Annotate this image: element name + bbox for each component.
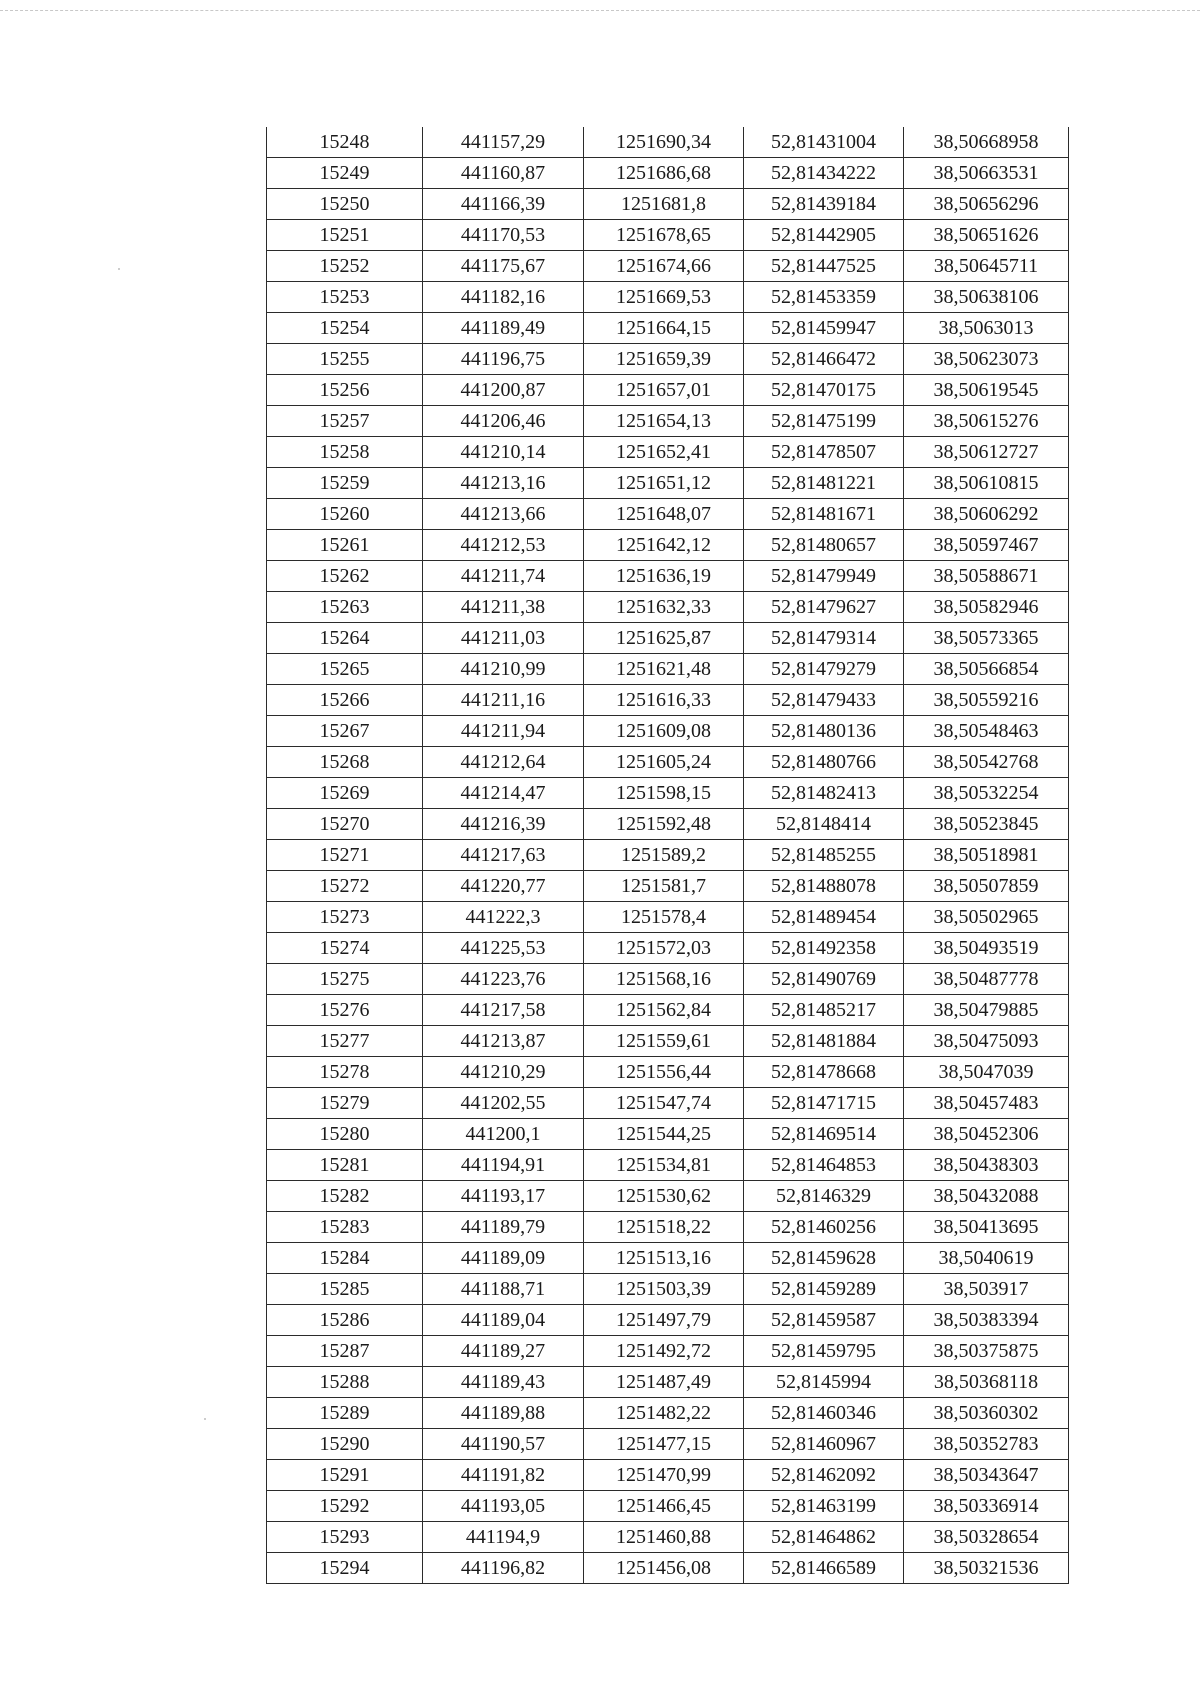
latitude-cell: 52,81481221 — [744, 468, 904, 499]
point-number-cell: 15271 — [267, 840, 423, 871]
longitude-cell: 38,50573365 — [904, 623, 1069, 654]
y-coordinate-cell: 1251690,34 — [584, 127, 744, 158]
longitude-cell: 38,50668958 — [904, 127, 1069, 158]
latitude-cell: 52,81479314 — [744, 623, 904, 654]
point-number-cell: 15276 — [267, 995, 423, 1026]
point-number-cell: 15258 — [267, 437, 423, 468]
point-number-cell: 15263 — [267, 592, 423, 623]
point-number-cell: 15260 — [267, 499, 423, 530]
point-number-cell: 15274 — [267, 933, 423, 964]
latitude-cell: 52,81479433 — [744, 685, 904, 716]
point-number-cell: 15256 — [267, 375, 423, 406]
x-coordinate-cell: 441189,49 — [423, 313, 584, 344]
longitude-cell: 38,50597467 — [904, 530, 1069, 561]
point-number-cell: 15251 — [267, 220, 423, 251]
table-row — [267, 158, 1069, 189]
point-number-cell: 15279 — [267, 1088, 423, 1119]
latitude-cell: 52,81479279 — [744, 654, 904, 685]
x-coordinate-cell: 441170,53 — [423, 220, 584, 251]
y-coordinate-cell: 1251657,01 — [584, 375, 744, 406]
latitude-cell: 52,81459628 — [744, 1243, 904, 1274]
point-number-cell: 15253 — [267, 282, 423, 313]
y-coordinate-cell: 1251482,22 — [584, 1398, 744, 1429]
latitude-cell: 52,81460967 — [744, 1429, 904, 1460]
longitude-cell: 38,50328654 — [904, 1522, 1069, 1553]
x-coordinate-cell: 441188,71 — [423, 1274, 584, 1305]
longitude-cell: 38,50523845 — [904, 809, 1069, 840]
table-row — [267, 1429, 1069, 1460]
longitude-cell: 38,50479885 — [904, 995, 1069, 1026]
latitude-cell: 52,81464853 — [744, 1150, 904, 1181]
longitude-cell: 38,50352783 — [904, 1429, 1069, 1460]
x-coordinate-cell: 441217,58 — [423, 995, 584, 1026]
x-coordinate-cell: 441216,39 — [423, 809, 584, 840]
latitude-cell: 52,81459289 — [744, 1274, 904, 1305]
table-row — [267, 623, 1069, 654]
x-coordinate-cell: 441189,09 — [423, 1243, 584, 1274]
latitude-cell: 52,81431004 — [744, 127, 904, 158]
scan-speck — [204, 1418, 206, 1420]
x-coordinate-cell: 441210,99 — [423, 654, 584, 685]
latitude-cell: 52,81480766 — [744, 747, 904, 778]
y-coordinate-cell: 1251530,62 — [584, 1181, 744, 1212]
table-row — [267, 313, 1069, 344]
longitude-cell: 38,50615276 — [904, 406, 1069, 437]
y-coordinate-cell: 1251681,8 — [584, 189, 744, 220]
y-coordinate-cell: 1251674,66 — [584, 251, 744, 282]
longitude-cell: 38,50475093 — [904, 1026, 1069, 1057]
y-coordinate-cell: 1251616,33 — [584, 685, 744, 716]
table-row — [267, 902, 1069, 933]
table-row — [267, 778, 1069, 809]
point-number-cell: 15287 — [267, 1336, 423, 1367]
table-row — [267, 375, 1069, 406]
longitude-cell: 38,50413695 — [904, 1212, 1069, 1243]
latitude-cell: 52,81470175 — [744, 375, 904, 406]
longitude-cell: 38,50606292 — [904, 499, 1069, 530]
point-number-cell: 15266 — [267, 685, 423, 716]
latitude-cell: 52,81481884 — [744, 1026, 904, 1057]
longitude-cell: 38,50336914 — [904, 1491, 1069, 1522]
latitude-cell: 52,81479627 — [744, 592, 904, 623]
y-coordinate-cell: 1251609,08 — [584, 716, 744, 747]
y-coordinate-cell: 1251456,08 — [584, 1553, 744, 1584]
latitude-cell: 52,81490769 — [744, 964, 904, 995]
y-coordinate-cell: 1251534,81 — [584, 1150, 744, 1181]
point-number-cell: 15267 — [267, 716, 423, 747]
longitude-cell: 38,50502965 — [904, 902, 1069, 933]
latitude-cell: 52,81466472 — [744, 344, 904, 375]
longitude-cell: 38,50542768 — [904, 747, 1069, 778]
latitude-cell: 52,81485217 — [744, 995, 904, 1026]
point-number-cell: 15249 — [267, 158, 423, 189]
y-coordinate-cell: 1251621,48 — [584, 654, 744, 685]
x-coordinate-cell: 441189,43 — [423, 1367, 584, 1398]
y-coordinate-cell: 1251487,49 — [584, 1367, 744, 1398]
table-row — [267, 251, 1069, 282]
x-coordinate-cell: 441214,47 — [423, 778, 584, 809]
latitude-cell: 52,81434222 — [744, 158, 904, 189]
y-coordinate-cell: 1251568,16 — [584, 964, 744, 995]
y-coordinate-cell: 1251669,53 — [584, 282, 744, 313]
latitude-cell: 52,81478507 — [744, 437, 904, 468]
latitude-cell: 52,81459947 — [744, 313, 904, 344]
y-coordinate-cell: 1251559,61 — [584, 1026, 744, 1057]
latitude-cell: 52,81460346 — [744, 1398, 904, 1429]
longitude-cell: 38,50375875 — [904, 1336, 1069, 1367]
x-coordinate-cell: 441212,53 — [423, 530, 584, 561]
x-coordinate-cell: 441211,03 — [423, 623, 584, 654]
latitude-cell: 52,81488078 — [744, 871, 904, 902]
point-number-cell: 15257 — [267, 406, 423, 437]
point-number-cell: 15284 — [267, 1243, 423, 1274]
longitude-cell: 38,50656296 — [904, 189, 1069, 220]
x-coordinate-cell: 441211,74 — [423, 561, 584, 592]
table-row — [267, 1460, 1069, 1491]
point-number-cell: 15270 — [267, 809, 423, 840]
table-row — [267, 809, 1069, 840]
x-coordinate-cell: 441220,77 — [423, 871, 584, 902]
table-row — [267, 1398, 1069, 1429]
latitude-cell: 52,81464862 — [744, 1522, 904, 1553]
x-coordinate-cell: 441189,27 — [423, 1336, 584, 1367]
latitude-cell: 52,81462092 — [744, 1460, 904, 1491]
table-row — [267, 1243, 1069, 1274]
longitude-cell: 38,50610815 — [904, 468, 1069, 499]
longitude-cell: 38,50432088 — [904, 1181, 1069, 1212]
point-number-cell: 15277 — [267, 1026, 423, 1057]
x-coordinate-cell: 441211,38 — [423, 592, 584, 623]
longitude-cell: 38,50582946 — [904, 592, 1069, 623]
longitude-cell: 38,50493519 — [904, 933, 1069, 964]
x-coordinate-cell: 441189,88 — [423, 1398, 584, 1429]
longitude-cell: 38,50651626 — [904, 220, 1069, 251]
point-number-cell: 15283 — [267, 1212, 423, 1243]
table-row — [267, 437, 1069, 468]
y-coordinate-cell: 1251654,13 — [584, 406, 744, 437]
latitude-cell: 52,8146329 — [744, 1181, 904, 1212]
x-coordinate-cell: 441196,75 — [423, 344, 584, 375]
x-coordinate-cell: 441225,53 — [423, 933, 584, 964]
longitude-cell: 38,503917 — [904, 1274, 1069, 1305]
longitude-cell: 38,50457483 — [904, 1088, 1069, 1119]
x-coordinate-cell: 441190,57 — [423, 1429, 584, 1460]
point-number-cell: 15275 — [267, 964, 423, 995]
table-row — [267, 406, 1069, 437]
y-coordinate-cell: 1251562,84 — [584, 995, 744, 1026]
longitude-cell: 38,50559216 — [904, 685, 1069, 716]
latitude-cell: 52,81447525 — [744, 251, 904, 282]
latitude-cell: 52,81459587 — [744, 1305, 904, 1336]
x-coordinate-cell: 441194,9 — [423, 1522, 584, 1553]
x-coordinate-cell: 441211,16 — [423, 685, 584, 716]
table-row — [267, 561, 1069, 592]
table-row — [267, 1088, 1069, 1119]
longitude-cell: 38,50623073 — [904, 344, 1069, 375]
point-number-cell: 15264 — [267, 623, 423, 654]
latitude-cell: 52,81459795 — [744, 1336, 904, 1367]
y-coordinate-cell: 1251642,12 — [584, 530, 744, 561]
longitude-cell: 38,50645711 — [904, 251, 1069, 282]
longitude-cell: 38,50612727 — [904, 437, 1069, 468]
x-coordinate-cell: 441202,55 — [423, 1088, 584, 1119]
x-coordinate-cell: 441194,91 — [423, 1150, 584, 1181]
x-coordinate-cell: 441160,87 — [423, 158, 584, 189]
y-coordinate-cell: 1251497,79 — [584, 1305, 744, 1336]
latitude-cell: 52,81442905 — [744, 220, 904, 251]
x-coordinate-cell: 441200,1 — [423, 1119, 584, 1150]
x-coordinate-cell: 441213,87 — [423, 1026, 584, 1057]
table-row — [267, 1057, 1069, 1088]
latitude-cell: 52,81478668 — [744, 1057, 904, 1088]
y-coordinate-cell: 1251547,74 — [584, 1088, 744, 1119]
longitude-cell: 38,5040619 — [904, 1243, 1069, 1274]
latitude-cell: 52,81485255 — [744, 840, 904, 871]
latitude-cell: 52,8148414 — [744, 809, 904, 840]
latitude-cell: 52,81479949 — [744, 561, 904, 592]
x-coordinate-cell: 441175,67 — [423, 251, 584, 282]
y-coordinate-cell: 1251544,25 — [584, 1119, 744, 1150]
table-row — [267, 220, 1069, 251]
x-coordinate-cell: 441182,16 — [423, 282, 584, 313]
longitude-cell: 38,50321536 — [904, 1553, 1069, 1584]
point-number-cell: 15294 — [267, 1553, 423, 1584]
latitude-cell: 52,81489454 — [744, 902, 904, 933]
y-coordinate-cell: 1251578,4 — [584, 902, 744, 933]
y-coordinate-cell: 1251651,12 — [584, 468, 744, 499]
y-coordinate-cell: 1251678,65 — [584, 220, 744, 251]
point-number-cell: 15254 — [267, 313, 423, 344]
longitude-cell: 38,50360302 — [904, 1398, 1069, 1429]
longitude-cell: 38,50619545 — [904, 375, 1069, 406]
longitude-cell: 38,5047039 — [904, 1057, 1069, 1088]
latitude-cell: 52,81482413 — [744, 778, 904, 809]
point-number-cell: 15259 — [267, 468, 423, 499]
y-coordinate-cell: 1251659,39 — [584, 344, 744, 375]
y-coordinate-cell: 1251477,15 — [584, 1429, 744, 1460]
table-row — [267, 530, 1069, 561]
point-number-cell: 15293 — [267, 1522, 423, 1553]
y-coordinate-cell: 1251466,45 — [584, 1491, 744, 1522]
y-coordinate-cell: 1251652,41 — [584, 437, 744, 468]
table-row — [267, 127, 1069, 158]
latitude-cell: 52,8145994 — [744, 1367, 904, 1398]
longitude-cell: 38,50507859 — [904, 871, 1069, 902]
y-coordinate-cell: 1251589,2 — [584, 840, 744, 871]
table-row — [267, 1150, 1069, 1181]
table-row — [267, 840, 1069, 871]
table-row — [267, 964, 1069, 995]
table-row — [267, 1119, 1069, 1150]
table-row — [267, 1181, 1069, 1212]
y-coordinate-cell: 1251460,88 — [584, 1522, 744, 1553]
table-row — [267, 592, 1069, 623]
longitude-cell: 38,50566854 — [904, 654, 1069, 685]
x-coordinate-cell: 441166,39 — [423, 189, 584, 220]
point-number-cell: 15288 — [267, 1367, 423, 1398]
point-number-cell: 15252 — [267, 251, 423, 282]
table-row — [267, 1553, 1069, 1584]
table-row — [267, 995, 1069, 1026]
longitude-cell: 38,50343647 — [904, 1460, 1069, 1491]
y-coordinate-cell: 1251632,33 — [584, 592, 744, 623]
longitude-cell: 38,50588671 — [904, 561, 1069, 592]
x-coordinate-cell: 441193,05 — [423, 1491, 584, 1522]
latitude-cell: 52,81492358 — [744, 933, 904, 964]
point-number-cell: 15282 — [267, 1181, 423, 1212]
table-row — [267, 1367, 1069, 1398]
point-number-cell: 15255 — [267, 344, 423, 375]
y-coordinate-cell: 1251664,15 — [584, 313, 744, 344]
y-coordinate-cell: 1251518,22 — [584, 1212, 744, 1243]
latitude-cell: 52,81453359 — [744, 282, 904, 313]
table-row — [267, 1336, 1069, 1367]
table-row — [267, 654, 1069, 685]
x-coordinate-cell: 441210,29 — [423, 1057, 584, 1088]
point-number-cell: 15278 — [267, 1057, 423, 1088]
coordinates-table-body — [267, 127, 1069, 1584]
y-coordinate-cell: 1251581,7 — [584, 871, 744, 902]
scan-edge-line — [0, 10, 1200, 11]
x-coordinate-cell: 441200,87 — [423, 375, 584, 406]
table-row — [267, 933, 1069, 964]
table-row — [267, 747, 1069, 778]
x-coordinate-cell: 441213,66 — [423, 499, 584, 530]
point-number-cell: 15290 — [267, 1429, 423, 1460]
table-row — [267, 871, 1069, 902]
x-coordinate-cell: 441206,46 — [423, 406, 584, 437]
latitude-cell: 52,81463199 — [744, 1491, 904, 1522]
x-coordinate-cell: 441193,17 — [423, 1181, 584, 1212]
latitude-cell: 52,81439184 — [744, 189, 904, 220]
point-number-cell: 15261 — [267, 530, 423, 561]
y-coordinate-cell: 1251503,39 — [584, 1274, 744, 1305]
point-number-cell: 15248 — [267, 127, 423, 158]
x-coordinate-cell: 441189,04 — [423, 1305, 584, 1336]
coordinates-table — [266, 127, 1069, 1584]
x-coordinate-cell: 441196,82 — [423, 1553, 584, 1584]
latitude-cell: 52,81480136 — [744, 716, 904, 747]
table-row — [267, 716, 1069, 747]
y-coordinate-cell: 1251470,99 — [584, 1460, 744, 1491]
table-row — [267, 189, 1069, 220]
table-row — [267, 1522, 1069, 1553]
x-coordinate-cell: 441217,63 — [423, 840, 584, 871]
longitude-cell: 38,50532254 — [904, 778, 1069, 809]
point-number-cell: 15280 — [267, 1119, 423, 1150]
latitude-cell: 52,81460256 — [744, 1212, 904, 1243]
table-row — [267, 282, 1069, 313]
longitude-cell: 38,50438303 — [904, 1150, 1069, 1181]
scan-speck — [118, 268, 120, 270]
x-coordinate-cell: 441213,16 — [423, 468, 584, 499]
longitude-cell: 38,50383394 — [904, 1305, 1069, 1336]
y-coordinate-cell: 1251625,87 — [584, 623, 744, 654]
point-number-cell: 15268 — [267, 747, 423, 778]
y-coordinate-cell: 1251598,15 — [584, 778, 744, 809]
longitude-cell: 38,50452306 — [904, 1119, 1069, 1150]
table-row — [267, 1026, 1069, 1057]
table-row — [267, 499, 1069, 530]
longitude-cell: 38,50487778 — [904, 964, 1069, 995]
table-row — [267, 1212, 1069, 1243]
x-coordinate-cell: 441222,3 — [423, 902, 584, 933]
y-coordinate-cell: 1251636,19 — [584, 561, 744, 592]
table-row — [267, 1305, 1069, 1336]
latitude-cell: 52,81480657 — [744, 530, 904, 561]
point-number-cell: 15286 — [267, 1305, 423, 1336]
latitude-cell: 52,81471715 — [744, 1088, 904, 1119]
x-coordinate-cell: 441210,14 — [423, 437, 584, 468]
longitude-cell: 38,5063013 — [904, 313, 1069, 344]
y-coordinate-cell: 1251492,72 — [584, 1336, 744, 1367]
latitude-cell: 52,81475199 — [744, 406, 904, 437]
y-coordinate-cell: 1251513,16 — [584, 1243, 744, 1274]
point-number-cell: 15289 — [267, 1398, 423, 1429]
y-coordinate-cell: 1251592,48 — [584, 809, 744, 840]
longitude-cell: 38,50548463 — [904, 716, 1069, 747]
longitude-cell: 38,50368118 — [904, 1367, 1069, 1398]
latitude-cell: 52,81466589 — [744, 1553, 904, 1584]
point-number-cell: 15285 — [267, 1274, 423, 1305]
table-row — [267, 468, 1069, 499]
point-number-cell: 15262 — [267, 561, 423, 592]
x-coordinate-cell: 441191,82 — [423, 1460, 584, 1491]
latitude-cell: 52,81469514 — [744, 1119, 904, 1150]
point-number-cell: 15281 — [267, 1150, 423, 1181]
point-number-cell: 15272 — [267, 871, 423, 902]
point-number-cell: 15291 — [267, 1460, 423, 1491]
point-number-cell: 15250 — [267, 189, 423, 220]
x-coordinate-cell: 441223,76 — [423, 964, 584, 995]
point-number-cell: 15269 — [267, 778, 423, 809]
longitude-cell: 38,50663531 — [904, 158, 1069, 189]
table-row — [267, 1274, 1069, 1305]
longitude-cell: 38,50518981 — [904, 840, 1069, 871]
table-row — [267, 685, 1069, 716]
latitude-cell: 52,81481671 — [744, 499, 904, 530]
y-coordinate-cell: 1251556,44 — [584, 1057, 744, 1088]
y-coordinate-cell: 1251605,24 — [584, 747, 744, 778]
table-row — [267, 1491, 1069, 1522]
x-coordinate-cell: 441211,94 — [423, 716, 584, 747]
longitude-cell: 38,50638106 — [904, 282, 1069, 313]
point-number-cell: 15292 — [267, 1491, 423, 1522]
point-number-cell: 15265 — [267, 654, 423, 685]
x-coordinate-cell: 441212,64 — [423, 747, 584, 778]
point-number-cell: 15273 — [267, 902, 423, 933]
y-coordinate-cell: 1251648,07 — [584, 499, 744, 530]
y-coordinate-cell: 1251572,03 — [584, 933, 744, 964]
y-coordinate-cell: 1251686,68 — [584, 158, 744, 189]
x-coordinate-cell: 441157,29 — [423, 127, 584, 158]
table-row — [267, 344, 1069, 375]
x-coordinate-cell: 441189,79 — [423, 1212, 584, 1243]
